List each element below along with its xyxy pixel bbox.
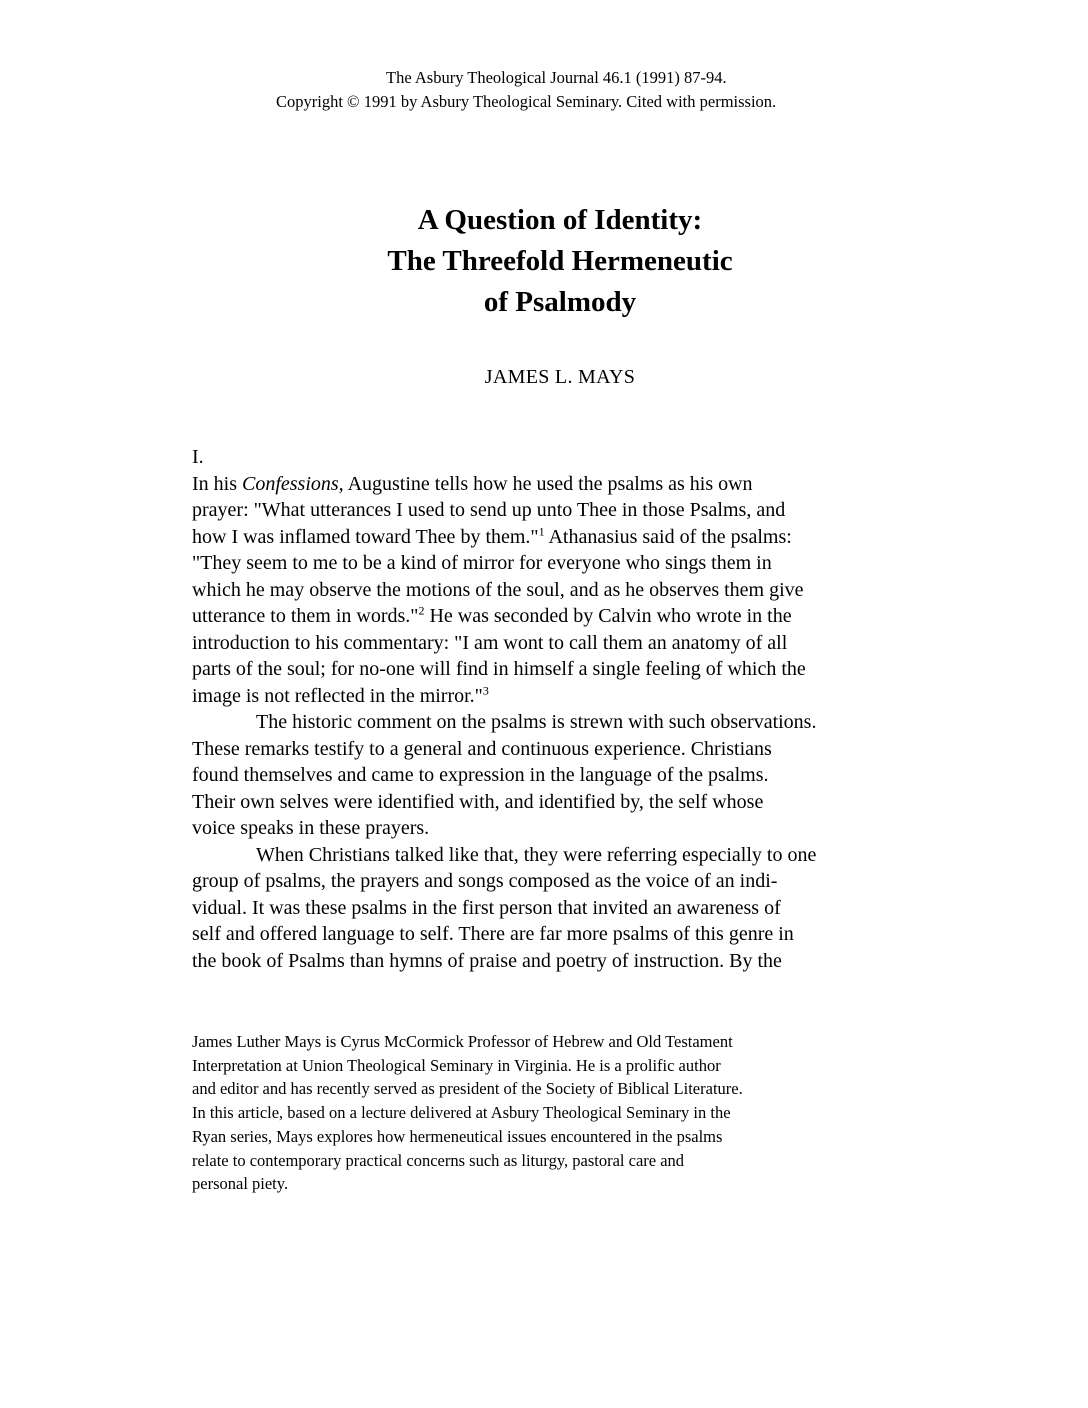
paragraph-2	[192, 709, 912, 842]
paragraph-1-line-9	[192, 683, 912, 710]
paragraph-3-line-1: When Christians talked like that, they were referring especially to one	[256, 843, 817, 866]
footnote-ref-2: 2	[418, 603, 425, 618]
paragraph-1-line-1	[192, 471, 912, 498]
paragraph-1-line-4: "They seem to me to be a kind of mirror for everyone who sings them in	[192, 552, 772, 574]
paragraph-1	[192, 471, 912, 710]
paragraph-2-line-2: These remarks testify to a general and continuous experience. Christians	[192, 737, 772, 760]
title-line-2: The Threefold Hermeneutic	[387, 245, 733, 277]
book-title-confessions: Confessions,	[242, 472, 344, 495]
paragraph-3-line-2: group of psalms, the prayers and songs composed as the voice of an indi-	[192, 870, 778, 892]
text-run: In his	[192, 472, 242, 495]
paragraph-2-line-5: voice speaks in these prayers.	[192, 817, 430, 839]
section-number: I.	[192, 446, 204, 468]
paragraph-1-line-6	[192, 603, 912, 630]
author-bio-note	[192, 1030, 912, 1196]
paragraph-2-line-1: The historic comment on the psalms is strewn with such observations.	[256, 711, 817, 733]
title-line-1: A Question of Identity:	[417, 204, 703, 236]
bio-line-3: and editor and has recently served as president of the Society of Biblical Literature.	[192, 1079, 743, 1099]
text-run: how I was inflamed toward Thee by them."	[192, 525, 539, 548]
paragraph-2-line-3: found themselves and came to expression in the language of the psalms.	[192, 764, 769, 786]
bio-line-7: personal piety.	[192, 1174, 289, 1194]
paragraph-1-line-8: parts of the soul; for no-one will find in himself a single feeling of which the	[192, 658, 806, 680]
text-run: He was seconded by Calvin who wrote in the	[424, 605, 792, 627]
footnote-ref-3: 3	[482, 682, 489, 697]
text-run: Augustine tells how he used the psalms as his own	[343, 472, 753, 495]
paragraph-1-line-7: introduction to his commentary: "I am wont to call them an anatomy of all	[192, 631, 788, 654]
paragraph-1-line-2: prayer: "What utterances I used to send up unto Thee in those Psalms, and	[192, 499, 786, 521]
text-run: image is not reflected in the mirror."	[192, 684, 483, 707]
paragraph-3	[192, 842, 912, 975]
bio-line-5: Ryan series, Mays explores how hermeneutical issues encountered in the psalms	[192, 1126, 723, 1146]
title-line-3: of Psalmody	[483, 286, 637, 318]
article-title	[200, 200, 920, 323]
bio-line-4: In this article, based on a lecture delivered at Asbury Theological Seminary in the	[192, 1103, 731, 1123]
paragraph-1-line-5: which he may observe the motions of the soul, and as he observes them give	[192, 578, 804, 601]
paragraph-2-line-4: Their own selves were identified with, and identified by, the self whose	[192, 790, 764, 813]
article-body	[192, 444, 912, 974]
text-run: utterance to them in words."	[192, 605, 419, 627]
paragraph-3-line-5: the book of Psalms than hymns of praise and poetry of instruction. By the	[192, 949, 782, 972]
text-run: Athanasius said of the psalms:	[544, 525, 792, 548]
author-name: JAMES L. MAYS	[484, 366, 636, 388]
citation-line-1: The Asbury Theological Journal 46.1 (1991) 87-94.	[386, 68, 727, 87]
bio-line-6: relate to contemporary practical concerns such as liturgy, pastoral care and	[192, 1150, 685, 1170]
paragraph-3-line-3: vidual. It was these psalms in the first person that invited an awareness of	[192, 896, 781, 919]
paragraph-3-line-4: self and offered language to self. There are far more psalms of this genre in	[192, 923, 794, 945]
paragraph-1-line-3	[192, 524, 912, 551]
footnote-ref-1: 1	[538, 523, 545, 538]
bio-line-1: James Luther Mays is Cyrus McCormick Professor of Hebrew and Old Testament	[192, 1032, 733, 1051]
bio-line-2: Interpretation at Union Theological Seminary in Virginia. He is a prolific author	[192, 1055, 721, 1075]
citation-line-2: Copyright © 1991 by Asbury Theological Seminary. Cited with permission.	[276, 92, 777, 111]
